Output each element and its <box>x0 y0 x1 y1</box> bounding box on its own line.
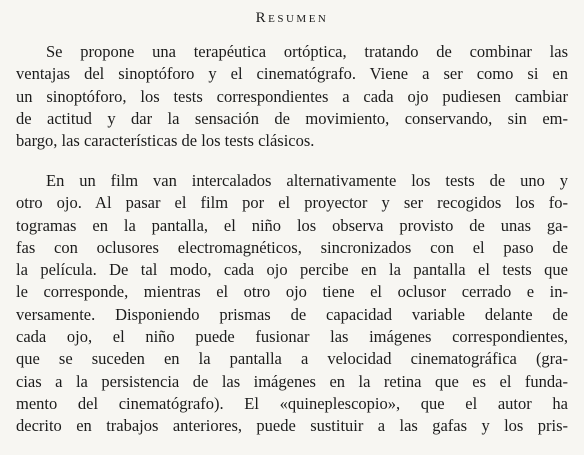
text-line: En un film van intercalados alternativamente los tests de uno y <box>46 171 568 190</box>
text-line: un sinoptóforo, los tests correspondientes a cada ojo pudiesen cambiar <box>16 86 568 106</box>
text-line: cias a la persistencia de las imágenes en la retina que es el funda- <box>16 371 568 391</box>
text-line: fas con oclusores electromagnéticos, sincronizados con el paso de <box>16 237 568 257</box>
text-line: cada ojo, el niño puede fusionar las imágenes correspondientes, <box>16 327 568 347</box>
text-line: togramas en la pantalla, el niño los observa provisto de unas ga- <box>16 215 568 235</box>
text-line: que se suceden en la pantalla a velocidad cinematográfica (gra- <box>16 349 568 369</box>
text-line: le corresponde, mientras el otro ojo tiene el oclusor cerrado e in- <box>16 282 568 302</box>
text-line: versamente. Disponiendo prismas de capacidad variable delante de <box>16 304 568 324</box>
section-heading: Resumen <box>255 10 329 26</box>
text-line: Se propone una terapéutica ortóptica, tratando de combinar las <box>46 42 568 61</box>
text-line: ventajas del sinoptóforo y el cinematógrafo. Viene a ser como si en <box>16 64 568 84</box>
text-line: la película. De tal modo, cada ojo percibe en la pantalla el tests que <box>16 260 568 280</box>
text-line: mento del cinematógrafo). El «quineplescopio», que el autor ha <box>16 393 568 413</box>
text-line: bargo, las características de los tests clásicos. <box>16 131 315 151</box>
text-line: decrito en trabajos anteriores, puede sustituir a las gafas y los pris- <box>16 416 568 436</box>
paragraph-1 <box>16 41 568 152</box>
text-line: otro ojo. Al pasar el film por el proyector y ser recogidos los fo- <box>16 193 568 213</box>
text-line: de actitud y dar la sensación de movimiento, conservando, sin em- <box>16 108 568 128</box>
paragraph-2 <box>16 170 568 438</box>
